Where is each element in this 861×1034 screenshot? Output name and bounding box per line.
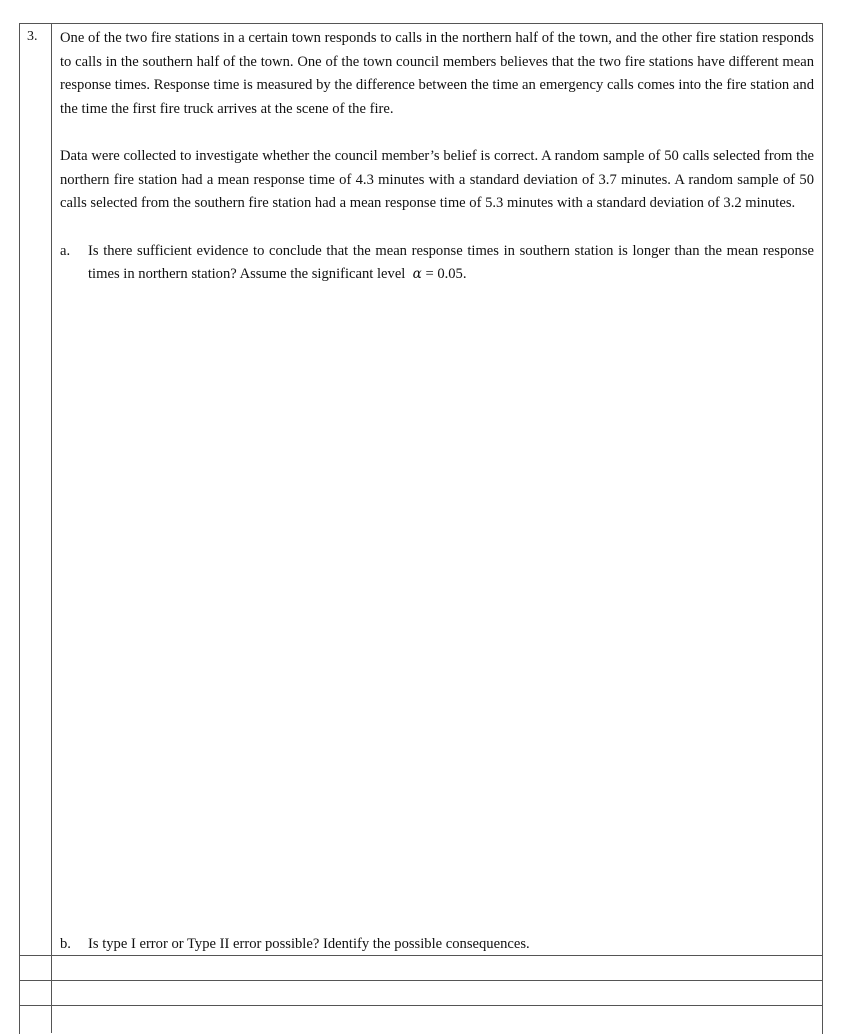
part-b: [60, 933, 814, 956]
row-divider: [19, 1005, 822, 1006]
column-divider: [51, 23, 52, 1033]
part-a-text: Is there sufficient evidence to conclude that the mean response times in southern station is longer than the mean response times in northern station? Assume the significant level: [88, 242, 814, 282]
question-intro-paragraph: One of the two fire stations in a certain town responds to calls in the northern half of the town, and the other fire station responds to calls in the southern half of the town. One of the town council members believes that the two fire stations have different mean response times. Response time is measured by the difference between the time an emergency calls comes into the fire station and the time the first fire truck arrives at the scene of the fire.: [60, 30, 814, 117]
question-data-paragraph: Data were collected to investigate whether the council member’s belief is correct. A random sample of 50 calls selected from the northern fire station had a mean response time of 4.3 minutes with a standard deviation of 3.7 minutes. A random sample of 50 calls selected from the southern fire station had a mean response time of 5.3 minutes with a standard deviation of 3.2 minutes.: [60, 148, 814, 211]
part-b-label: b.: [60, 936, 71, 952]
alpha-symbol: α: [412, 266, 422, 282]
part-b-container: [60, 933, 814, 956]
alpha-value: = 0.05.: [425, 266, 467, 282]
part-a-label: a.: [60, 242, 71, 259]
part-a: [60, 240, 814, 287]
question-body: [60, 27, 814, 287]
part-b-text: Is type I error or Type II error possible? Identify the possible consequences.: [88, 936, 530, 952]
row-divider: [19, 980, 822, 981]
question-number: 3.: [27, 29, 38, 44]
